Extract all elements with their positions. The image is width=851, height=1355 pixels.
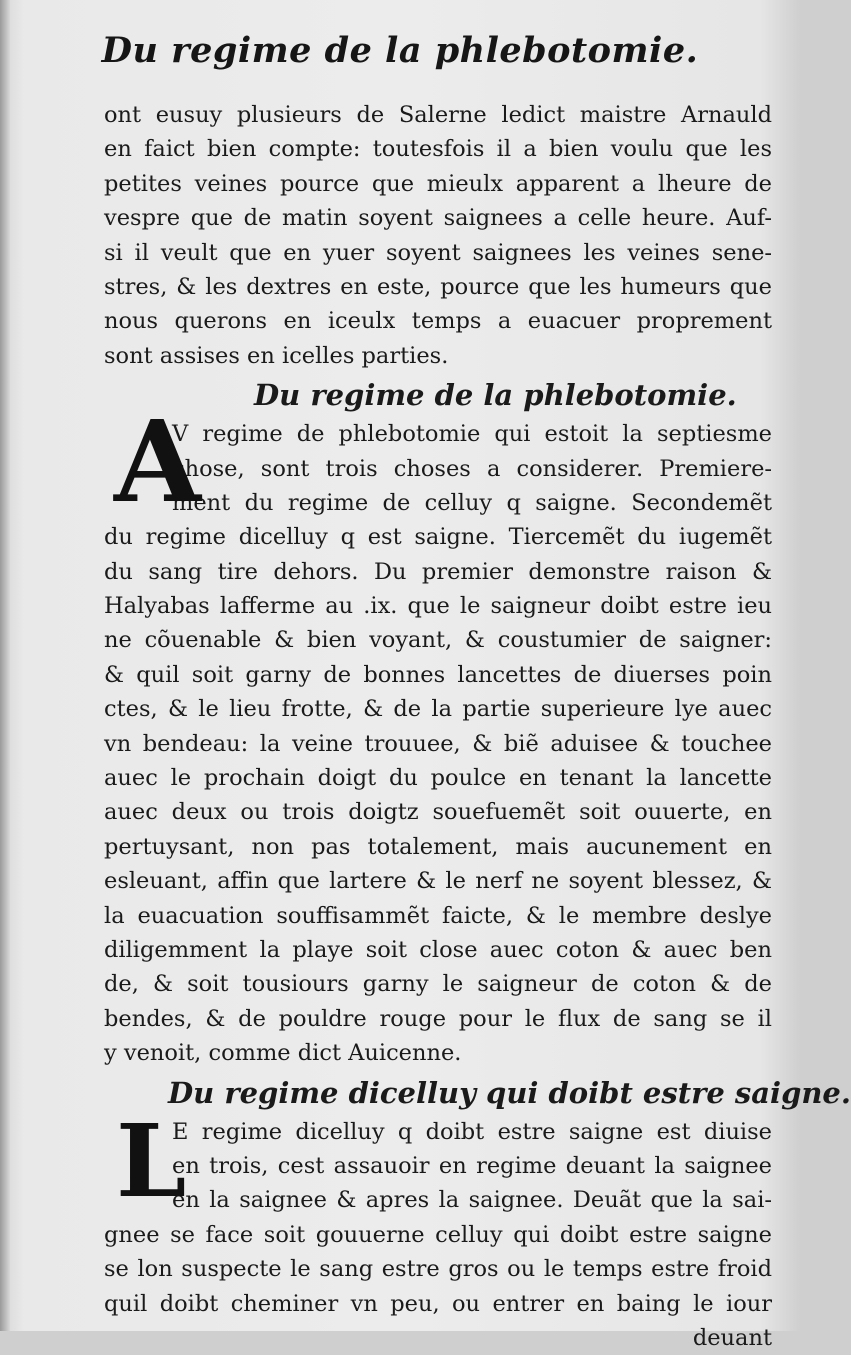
text-line: petites veines pource que mieulx apparent a lheure de [104, 170, 772, 197]
text-line: ne cõuenable & bien voyant, & coustumier de saigner: [104, 627, 772, 654]
text-line: se lon suspecte le sang estre gros ou le temps estre froid [104, 1256, 772, 1283]
text-line: en trois, cest assauoir en regime deuant la saignee [172, 1152, 772, 1179]
text-line: esleuant, affin que lartere & le nerf ne soyent blessez, & [104, 868, 772, 895]
drop-cap-a: A [114, 397, 201, 529]
text-line: auec deux ou trois doigtz souefuemẽt soit ouuerte, en [104, 799, 772, 826]
text-line: ctes, & le lieu frotte, & de la partie superieure lye auec [104, 696, 772, 723]
text-line: Halyabas lafferme au .ix. que le saigneur doibt estre ieu [104, 593, 772, 620]
text-line: du sang tire dehors. Du premier demonstre raison & [104, 558, 772, 585]
text-line: du regime dicelluy q est saigne. Tiercemẽt du iugemẽt [104, 524, 772, 551]
text-line: auec le prochain doigt du poulce en tenant la lancette [104, 765, 772, 792]
text-line: V regime de phlebotomie qui estoit la septiesme [172, 421, 772, 448]
text-block [104, 98, 851, 1355]
text-line: quil doibt cheminer vn peu, ou entrer en baing le iour [104, 1290, 772, 1317]
text-line: gnee se face soit gouuerne celluy qui doibt estre saigne [104, 1221, 772, 1248]
text-line: si il veult que en yuer soyent saignees les veines sene- [104, 239, 772, 266]
text-line: sont assises en icelles parties. [104, 342, 449, 369]
text-line: diligemment la playe soit close auec coton & auec ben [104, 936, 772, 963]
text-line: nous querons en iceulx temps a euacuer proprement [104, 308, 772, 335]
text-line: chose, sont trois choses a considerer. Premiere- [172, 455, 772, 482]
text-line: ont eusuy plusieurs de Salerne ledict maistre Arnauld [104, 102, 772, 128]
text-line: en faict bien compte: toutesfois il a bien voulu que les [104, 136, 772, 163]
catchword: deuant [692, 1324, 772, 1351]
drop-cap-l: L [116, 1101, 187, 1220]
continuation-paragraph [104, 98, 772, 373]
text-line: de, & soit tousiours garny le saigneur de coton & de [104, 971, 772, 998]
section-phlebotomie [104, 397, 772, 1070]
text-line: E regime dicelluy q doibt estre saigne est diuise [172, 1118, 772, 1145]
text-line: stres, & les dextres en este, pource que les humeurs que [104, 273, 772, 300]
running-head: Du regime de la phlebotomie. [101, 30, 699, 71]
text-line: pertuysant, non pas totalement, mais aucunement en [104, 833, 772, 860]
text-line: & quil soit garny de bonnes lancettes de diuerses poin [104, 661, 772, 688]
text-line: en la saignee & apres la saignee. Deuãt que la sai- [172, 1187, 772, 1214]
text-line: y venoit, comme dict Auicenne. [104, 1040, 462, 1067]
page-gutter [0, 0, 10, 1331]
text-line: ment du regime de celluy q saigne. Secondemẽt [172, 489, 772, 516]
text-line: bendes, & de pouldre rouge pour le flux de sang se il [104, 1005, 772, 1032]
text-line: la euacuation souffisammẽt faicte, & le membre deslye [104, 902, 772, 929]
section-heading-phlebotomie: Du regime de la phlebotomie. [254, 378, 737, 413]
section-heading-dicelluy: Du regime dicelluy qui doibt estre saigne. [168, 1075, 851, 1110]
section-dicelluy [104, 1101, 772, 1355]
text-line: vespre que de matin soyent saignees a celle heure. Auf- [104, 205, 772, 232]
text-line: vn bendeau: la veine trouuee, & biẽ aduisee & touchee [104, 730, 772, 757]
